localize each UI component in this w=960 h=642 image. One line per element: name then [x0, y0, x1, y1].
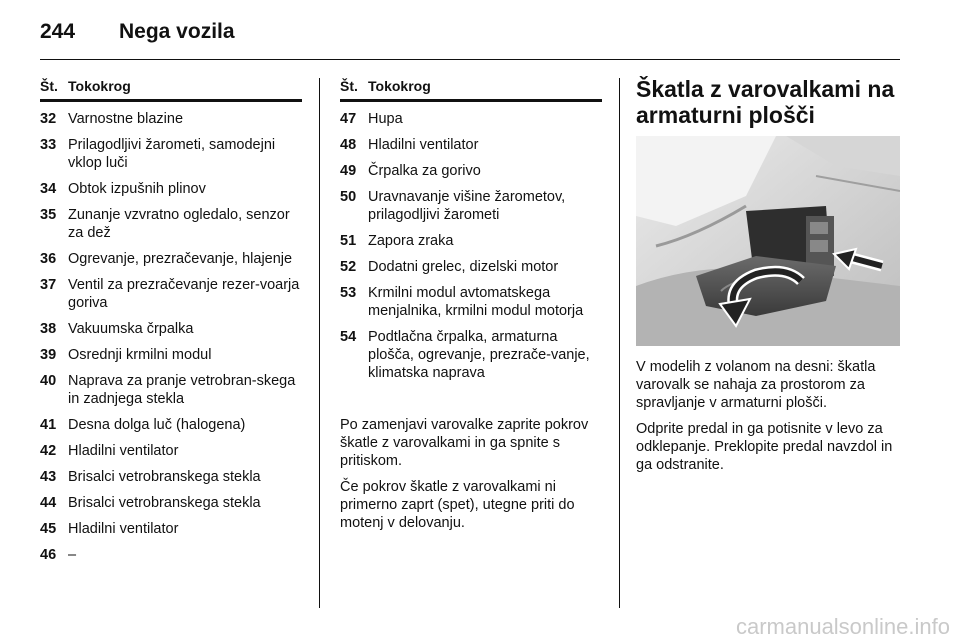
- table-row: [40, 442, 302, 460]
- fuse-number: 32: [40, 111, 57, 127]
- paragraph: V modelih z volanom na desni: škatla varovalk se nahaja za prostorom za spravljanje v armaturni plošči.: [636, 359, 876, 411]
- fuse-circuit: Hupa: [368, 111, 403, 127]
- fuse-circuit: –: [68, 547, 77, 563]
- watermark: carmanualsonline.info: [735, 614, 950, 639]
- table-row: [40, 346, 302, 364]
- table-row: [340, 136, 602, 154]
- column-header-number: Št.: [340, 78, 358, 94]
- fuse-number: 49: [340, 163, 357, 179]
- fuse-number: 46: [40, 547, 57, 563]
- fuse-circuit: Obtok izpušnih plinov: [68, 181, 206, 197]
- column-header-circuit: Tokokrog: [368, 78, 431, 94]
- fuse-circuit: Osrednji krmilni modul: [68, 347, 212, 363]
- fuse-circuit: Ogrevanje, prezračevanje, hlajenje: [68, 251, 293, 267]
- table-row: [340, 258, 602, 276]
- fuse-number: 41: [40, 417, 57, 433]
- table-row: [40, 276, 302, 312]
- fuse-circuit: Vakuumska črpalka: [68, 321, 194, 337]
- column-divider-right: [619, 78, 620, 608]
- table-row: [40, 546, 302, 564]
- fuse-number: 42: [40, 443, 57, 459]
- fuse-box-cover-instructions: [340, 416, 602, 540]
- table-row: [40, 520, 302, 538]
- table-row: [40, 372, 302, 408]
- table-header: [340, 78, 602, 102]
- fuse-number: 45: [40, 521, 57, 537]
- paragraph: Po zamenjavi varovalke zaprite pokrov škatle z varovalkami in ga spnite s pritiskom.: [340, 417, 589, 469]
- fuse-number: 52: [340, 259, 357, 275]
- paragraph: Če pokrov škatle z varovalkami ni primerno zaprt (spet), utegne priti do motenj v delovanju.: [340, 479, 575, 531]
- fuse-number: 37: [40, 277, 57, 293]
- table-header: [40, 78, 302, 102]
- page-header: [40, 14, 900, 60]
- fuse-circuit: Naprava za pranje vetrobran-skega in zadnjega stekla: [68, 373, 296, 407]
- fuse-table-left: [40, 78, 302, 572]
- fuse-number: 53: [340, 285, 357, 301]
- fuse-number: 47: [340, 111, 357, 127]
- fuse-number: 43: [40, 469, 57, 485]
- paragraph: Odprite predal in ga potisnite v levo za odklepanje. Preklopite predal navzdol in ga odstranite.: [636, 421, 893, 473]
- fuse-number: 48: [340, 137, 357, 153]
- table-row: [40, 206, 302, 242]
- fuse-number: 33: [40, 137, 57, 153]
- fuse-circuit: Hladilni ventilator: [68, 521, 179, 537]
- fuse-number: 44: [40, 495, 57, 511]
- fuse-circuit: Zunanje vzvratno ogledalo, senzor za dež: [68, 207, 290, 241]
- column-divider-left: [319, 78, 320, 608]
- table-row: [340, 328, 602, 382]
- table-row: [340, 110, 602, 128]
- table-row: [340, 232, 602, 250]
- fuse-circuit: Ventil za prezračevanje rezer-voarja goriva: [68, 277, 300, 311]
- table-row: [40, 110, 302, 128]
- fuse-circuit: Krmilni modul avtomatskega menjalnika, krmilni modul motorja: [368, 285, 584, 319]
- table-row: [40, 494, 302, 512]
- fuse-circuit: Prilagodljivi žarometi, samodejni vklop luči: [68, 137, 276, 171]
- fuse-number: 36: [40, 251, 57, 267]
- fuse-number: 40: [40, 373, 57, 389]
- fuse-table-right: [340, 78, 602, 390]
- fuse-circuit: Brisalci vetrobranskega stekla: [68, 469, 261, 485]
- fuse-circuit: Zapora zraka: [368, 233, 454, 249]
- fuse-circuit: Podtlačna črpalka, armaturna plošča, ogrevanje, prezrače-vanje, klimatska naprava: [368, 329, 590, 381]
- table-row: [340, 188, 602, 224]
- page-number: 244: [40, 20, 76, 43]
- fuse-circuit: Varnostne blazine: [68, 111, 184, 127]
- instrument-panel-fuse-box-photo: [636, 136, 900, 346]
- fuse-box-description: [636, 358, 904, 482]
- table-row: [40, 468, 302, 486]
- table-row: [340, 284, 602, 320]
- fuse-number: 51: [340, 233, 357, 249]
- table-row: [40, 180, 302, 198]
- fuse-circuit: Hladilni ventilator: [368, 137, 479, 153]
- table-row: [40, 136, 302, 172]
- fuse-number: 50: [340, 189, 357, 205]
- column-header-number: Št.: [40, 78, 58, 94]
- page-title: Nega vozila: [119, 20, 235, 43]
- fuse-number: 35: [40, 207, 57, 223]
- right-section: [636, 76, 904, 473]
- table-row: [40, 320, 302, 338]
- fuse-circuit: Hladilni ventilator: [68, 443, 179, 459]
- fuse-number: 54: [340, 329, 357, 345]
- fuse-box-illustration: [636, 136, 900, 346]
- table-row: [340, 162, 602, 180]
- fuse-number: 34: [40, 181, 57, 197]
- fuse-number: 38: [40, 321, 57, 337]
- fuse-circuit: Uravnavanje višine žarometov, prilagodljivi žarometi: [368, 189, 566, 223]
- fuse-number: 39: [40, 347, 57, 363]
- section-title: Škatla z varovalkami na armaturni plošči: [636, 76, 895, 128]
- fuse-circuit: Črpalka za gorivo: [368, 163, 481, 179]
- table-row: [40, 416, 302, 434]
- fuse-circuit: Desna dolga luč (halogena): [68, 417, 246, 433]
- table-row: [40, 250, 302, 268]
- fuse-circuit: Dodatni grelec, dizelski motor: [368, 259, 559, 275]
- column-header-circuit: Tokokrog: [68, 78, 131, 94]
- fuse-circuit: Brisalci vetrobranskega stekla: [68, 495, 261, 511]
